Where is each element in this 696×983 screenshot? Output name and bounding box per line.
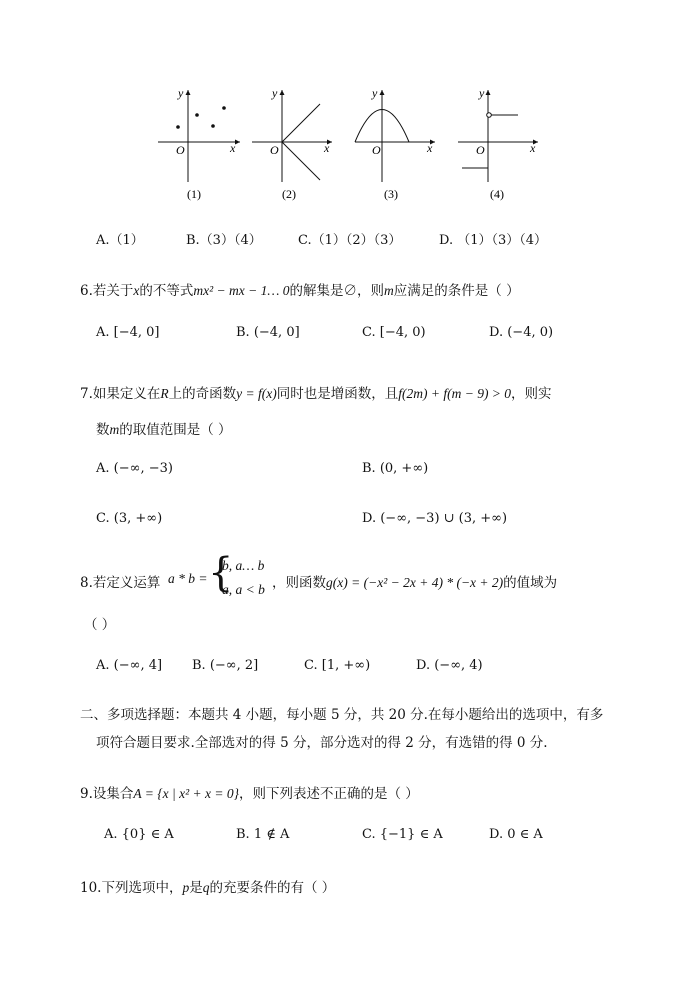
q5-option-a[interactable]: A.（1） [96,233,144,248]
section-2-heading-line1: 二、多项选择题：本题共 4 小题，每小题 5 分，共 20 分.在每小题给出的选项中，有多 [80,707,604,723]
graph-1-origin: O [176,143,185,157]
graph-4 [458,86,538,201]
q6-option-c[interactable]: C. [−4, 0) [362,325,426,340]
question-8-stem: ，则函数g(x) = (−x² − 2x + 4) * (−x + 2)的值域为 [272,575,558,591]
graph-1 [158,86,240,201]
graph-3-x-label: x [427,141,433,155]
q9-option-a[interactable]: A. {0} ∈ A [104,827,174,842]
graph-4-x-label: x [530,141,536,155]
q7-option-d[interactable]: D. (−∞, −3) ∪ (3, +∞) [362,511,508,526]
question-6-stem: 6.若关于x的不等式mx² − mx − 1… 0的解集是∅，则m应满足的条件是（ ） [80,283,520,299]
question-7-stem-line2: 数m的取值范围是（ ） [96,422,232,438]
q6-option-a[interactable]: A. [−4, 0] [96,325,160,340]
q8-case-1: b, a… b [222,558,265,573]
q7-option-b[interactable]: B. (0, +∞) [362,461,429,476]
graph-2-origin: O [270,143,279,157]
section-2-heading-line2: 项符合题目要求.全部选对的得 5 分，部分选对的得 2 分，有选错的得 0 分. [96,735,548,751]
q7-option-a[interactable]: A. (−∞, −3) [96,461,173,476]
q8-option-d[interactable]: D. (−∞, 4) [416,658,483,673]
graph-2-x-label: x [324,141,330,155]
q8-case-2: a, a < b [222,582,265,597]
q9-option-c[interactable]: C. {−1} ∈ A [362,827,443,842]
q9-option-b[interactable]: B. 1 ∉ A [236,827,290,842]
graph-3-y-label: y [372,86,378,100]
q6-option-b[interactable]: B. (−4, 0] [236,325,300,340]
question-8-op: a * b = [168,571,208,586]
graph-3-caption: (3) [384,187,398,201]
q8-option-b[interactable]: B. (−∞, 2] [192,658,259,673]
q7-option-c[interactable]: C. (3, +∞) [96,511,163,526]
graph-2 [252,86,332,201]
graph-2-caption: (2) [282,187,296,201]
graph-1-caption: (1) [187,187,201,201]
q6-option-d[interactable]: D. (−4, 0) [489,325,554,340]
q5-option-b[interactable]: B.（3）（4） [186,233,262,248]
q8-option-c[interactable]: C. [1, +∞) [304,658,371,673]
q5-option-d[interactable]: D. （1）（3）（4） [439,233,548,248]
graph-3 [355,86,435,201]
graph-4-caption: (4) [490,187,504,201]
function-graphs-figure [150,82,550,207]
question-7-stem-line1: 7.如果定义在R上的奇函数y = f(x)同时也是增函数，且f(2m) + f(m − 9) > 0，则实 [80,386,552,402]
graph-1-x-label: x [230,141,236,155]
question-8-text-a: 8.若定义运算 [80,575,161,591]
q9-option-d[interactable]: D. 0 ∈ A [489,827,543,842]
question-9-stem: 9.设集合A = {x | x² + x = 0}，则下列表述不正确的是（ ） [80,786,419,802]
graph-1-y-label: y [178,86,184,100]
q8-brace: { [208,550,234,596]
q5-option-c[interactable]: C.（1）（2）（3） [298,233,402,248]
graph-2-y-label: y [272,86,278,100]
graph-4-origin: O [476,143,485,157]
question-10-stem: 10.下列选项中，p是q的充要条件的有（ ） [80,880,336,896]
graph-3-origin: O [372,143,381,157]
question-8-line2: （ ） [84,617,116,633]
graph-4-y-label: y [479,86,485,100]
q8-option-a[interactable]: A. (−∞, 4] [96,658,163,673]
